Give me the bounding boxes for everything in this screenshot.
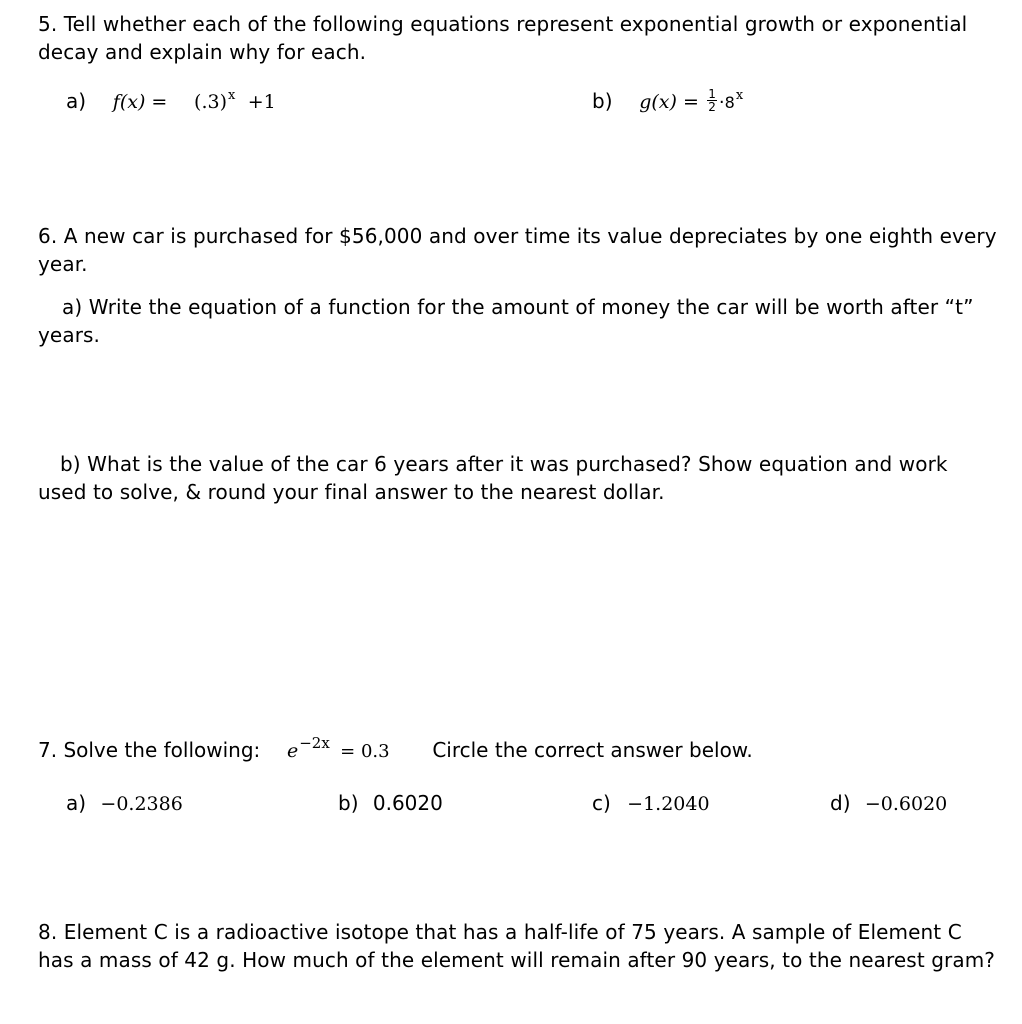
question-5b-fraction <box>707 88 717 113</box>
question-5a <box>66 87 276 119</box>
question-6a <box>38 293 998 349</box>
answer-option-label: c) <box>592 791 611 815</box>
question-6b-label: b) <box>60 452 81 476</box>
question-6b <box>38 450 998 506</box>
question-5b-label: b) <box>592 89 613 113</box>
answer-option-c[interactable] <box>592 789 710 818</box>
answer-option-value: −0.6020 <box>864 793 948 815</box>
question-5a-lhs: f(x) = <box>112 91 168 113</box>
question-5a-tail: +1 <box>247 91 276 113</box>
answer-option-value: 0.6020 <box>372 791 443 815</box>
question-6a-text: Write the equation of a function for the amount of money the car will be worth after “t” years. <box>38 295 974 347</box>
answer-option-label: a) <box>66 791 87 815</box>
question-5b-dot: · <box>718 92 725 113</box>
question-5b-lhs: g(x) = <box>639 91 699 113</box>
question-5-prompt: 5. Tell whether each of the following equations represent exponential growth or exponential decay and explain why for each. <box>38 12 968 64</box>
question-5a-exponent: x <box>228 88 236 103</box>
answer-option-value: −1.2040 <box>627 793 710 815</box>
question-7-exponent: −2x <box>299 734 330 752</box>
question-7-rhs: = 0.3 <box>340 741 390 762</box>
answer-option-b[interactable] <box>338 789 443 817</box>
answer-option-label: d) <box>830 791 851 815</box>
question-7-instruction: Circle the correct answer below. <box>432 738 753 762</box>
question-7-equation: e <box>286 740 299 762</box>
question-5a-base: (.3) <box>194 91 227 113</box>
fraction-numerator: 1 <box>708 87 716 101</box>
answer-option-a[interactable] <box>66 789 183 818</box>
question-5b <box>592 87 743 119</box>
question-7-prefix: 7. Solve the following: <box>38 738 261 762</box>
question-5a-label: a) <box>66 89 87 113</box>
question-5b-exponent: x <box>735 88 744 103</box>
question-6b-text: What is the value of the car 6 years after it was purchased? Show equation and work used to solve, & round your final answer to the nearest dollar. <box>38 452 948 504</box>
answer-option-value: −0.2386 <box>100 793 183 815</box>
question-5b-base: 8 <box>724 93 735 112</box>
question-6-prompt: 6. A new car is purchased for $56,000 and over time its value depreciates by one eighth every year. <box>38 224 997 276</box>
fraction-denominator: 2 <box>708 100 716 114</box>
question-6a-label: a) <box>62 295 83 319</box>
question-8-prompt: 8. Element C is a radioactive isotope that has a half-life of 75 years. A sample of Element C has a mass of 42 g. How much of the element will remain after 90 years, to the nearest gram? <box>38 920 995 972</box>
question-7-prompt <box>38 736 753 766</box>
answer-option-d[interactable] <box>830 789 947 818</box>
answer-option-label: b) <box>338 791 359 815</box>
